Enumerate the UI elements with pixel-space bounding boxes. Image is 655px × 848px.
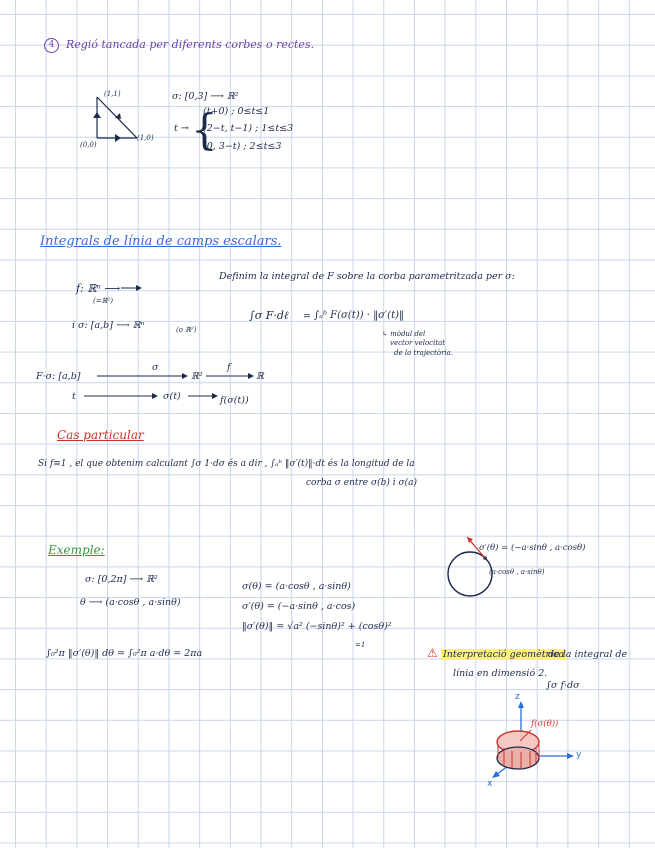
- interpretation-highlight: Interpretació geomètrica: [443, 649, 565, 660]
- particular-line-2: corba σ entre σ(b) i σ(a): [306, 478, 418, 488]
- point-label: (a·cosθ , a·sinθ): [489, 568, 545, 576]
- composition-r: ℝ: [256, 371, 264, 382]
- note-line-3: de la trajectòria.: [394, 349, 454, 357]
- curve-label: f(σ(θ)): [531, 719, 559, 729]
- definition-text: Definim la integral de F sobre la corba parametritzada per σ:: [219, 271, 515, 282]
- sigma-domain: σ: [0,3] ⟶ ℝ²: [172, 91, 239, 102]
- example-sigma-theta: σ(θ) = (a·cosθ , a·sinθ): [242, 581, 351, 592]
- example-norm: ‖σ′(θ)‖ = √a² (−sinθ)² + (cosθ)²: [242, 621, 392, 632]
- composition-f-sigma-t: f(σ(t)): [220, 395, 249, 406]
- composition-sigma: σ: [152, 362, 159, 373]
- integrals-title: Integrals de línia de camps escalars.: [40, 234, 282, 249]
- composition-f: f: [227, 362, 231, 373]
- point-right-label: (1,0): [137, 134, 154, 142]
- sigma-general: i σ: [a,b] ⟶ ℝⁿ: [72, 320, 145, 331]
- example-sigma-prime: σ′(θ) = (−a·sinθ , a·cos): [242, 601, 356, 612]
- warning-icon: ⚠: [427, 646, 438, 660]
- composition-t: t: [72, 391, 76, 402]
- integral-rhs: ∫ₐᵇ F(σ(t)) · ‖σ′(t)‖: [314, 310, 404, 321]
- interpretation-rest: de la integral de: [548, 649, 628, 660]
- example-title: Exemple:: [48, 543, 105, 557]
- section-number: 4: [44, 38, 59, 53]
- piece-1: (t+0) ; 0≤t≤1: [203, 106, 270, 117]
- x-axis-label: x: [487, 779, 493, 789]
- example-theta-map: θ ⟶ (a·cosθ , a·sinθ): [80, 597, 181, 608]
- particular-title: Cas particular: [57, 428, 144, 442]
- tangent-label: σ′(θ) = (−a·sinθ , a·cosθ): [479, 543, 586, 553]
- sigma-subscript: (o ℝ²): [176, 326, 197, 334]
- integral-equals: =: [303, 311, 311, 322]
- interpretation-line-2: línia en dimensió 2.: [453, 668, 548, 679]
- integral-lhs: ∫σ F·dℓ: [249, 309, 289, 322]
- composition-r2: ℝ²: [191, 371, 203, 382]
- interpretation-formula: ∫σ f·dσ: [546, 680, 580, 691]
- note-line-2: vector velocitat: [390, 339, 446, 347]
- t-map: t →: [174, 123, 189, 134]
- example-integral: ∫₀²π ‖σ′(θ)‖ dθ = ∫₀²π a·dθ = 2πa: [46, 648, 203, 659]
- point-origin-label: (0,0): [80, 141, 97, 149]
- section4-title: Regió tancada per diferents corbes o rectes.: [66, 38, 315, 51]
- piece-2: (2−t, t−1) ; 1≤t≤3: [203, 123, 294, 134]
- note-line-1: ↳ mòdul del: [382, 330, 426, 338]
- piece-3: (0, 3−t) ; 2≤t≤3: [203, 141, 282, 152]
- point-top-label: (1,1): [104, 90, 121, 98]
- y-axis-label: y: [576, 750, 582, 760]
- composition-domain: F·σ: [a,b]: [36, 371, 81, 382]
- z-axis-label: z: [515, 692, 520, 702]
- example-sigma-def: σ: [0,2π] ⟶ ℝ²: [85, 574, 158, 585]
- f-subscript: (=ℝ²): [93, 297, 113, 305]
- f-definition: f: ℝⁿ ⟶: [76, 282, 121, 295]
- example-norm-eq1: =1: [355, 641, 366, 649]
- brace: {: [191, 105, 218, 154]
- particular-line-1: Si f≡1 , el que obtenim calculant ∫σ 1·dσ és a dir , ∫ₐᵇ ‖σ′(t)‖·dt és la longitud de la: [38, 459, 415, 469]
- composition-sigma-t: σ(t): [163, 391, 181, 402]
